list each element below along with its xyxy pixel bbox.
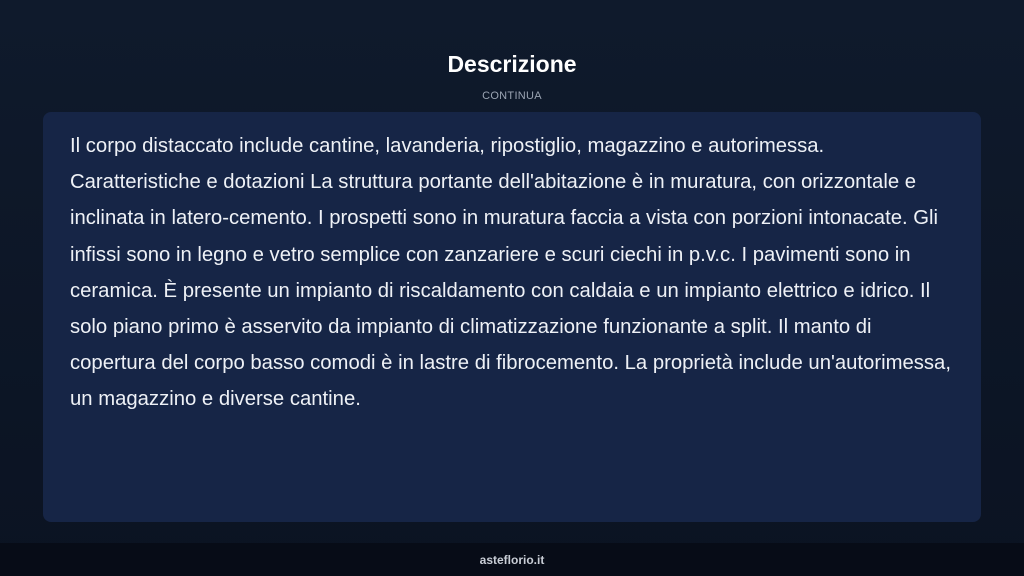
- description-text: Il corpo distaccato include cantine, lavanderia, ripostiglio, magazzino e autorimessa. Caratteristiche e dotazioni La struttura portante dell'abitazione è in muratura, con orizzontale e inclinata in latero-cemento. I prospetti sono in muratura faccia a vista con porzioni intonacate. Gli infissi sono in legno e vetro semplice con zanzariere e scuri ciechi in p.v.c. I pavimenti sono in ceramica. È presente un impianto di riscaldamento con caldaia e un impianto elettrico e idrico. Il solo piano primo è asservito da impianto di climatizzazione funzionante a split. Il manto di copertura del corpo basso comodi è in lastre di fibrocemento. La proprietà include un'autorimessa, un magazzino e diverse cantine.: [70, 135, 951, 411]
- continue-label: CONTINUA: [482, 90, 542, 102]
- description-card: [43, 112, 981, 522]
- footer-bar: [0, 543, 1024, 576]
- page-title: Descrizione: [447, 51, 577, 77]
- site-name: asteflorio.it: [479, 552, 545, 567]
